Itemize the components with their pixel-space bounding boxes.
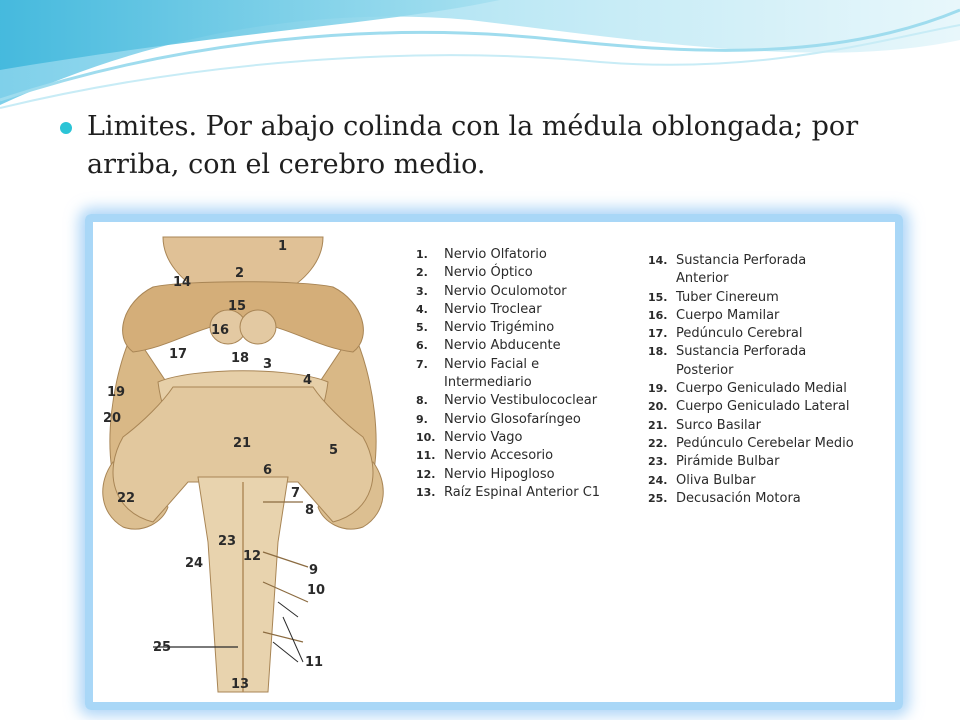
- legend-label: Cuerpo Mamilar: [676, 307, 780, 323]
- legend-number: 3.: [416, 284, 428, 298]
- legend-number: 5.: [416, 321, 428, 335]
- legend-item: [416, 246, 646, 264]
- legend-number: 16.: [648, 308, 668, 322]
- image-label: 23: [218, 534, 237, 549]
- legend-label: Cuerpo Geniculado Lateral: [676, 399, 850, 415]
- legend-item: [648, 307, 893, 325]
- legend-item: [416, 264, 646, 282]
- legend-label: Surco Basilar: [676, 417, 761, 433]
- legend-number: 18.: [648, 345, 668, 359]
- legend-number: 22.: [648, 436, 668, 450]
- legend-label: Nervio Glosofaríngeo: [444, 411, 581, 427]
- legend-number: 12.: [416, 467, 436, 481]
- legend-number: 20.: [648, 400, 668, 414]
- bullet-dot: [60, 122, 72, 134]
- image-label: 14: [173, 275, 192, 290]
- legend-item: [416, 301, 646, 319]
- legend-number: 15.: [648, 290, 668, 304]
- image-label: 20: [103, 411, 122, 426]
- header-wave-decoration: [0, 0, 960, 115]
- image-label: 22: [117, 491, 136, 506]
- legend-item: [648, 380, 893, 398]
- legend-label: Pirámide Bulbar: [676, 454, 780, 470]
- bullet-item: [60, 108, 920, 184]
- legend-label: Nervio Oculomotor: [444, 283, 567, 299]
- legend-number: 23.: [648, 455, 668, 469]
- legend-number: 21.: [648, 418, 668, 432]
- legend-item: [648, 417, 893, 435]
- legend-item: [648, 325, 893, 343]
- legend-label: Raíz Espinal Anterior C1: [444, 484, 601, 500]
- image-label: 19: [107, 385, 126, 400]
- legend-item: [648, 343, 893, 380]
- image-label: 17: [169, 347, 188, 362]
- image-label: 11: [305, 655, 324, 670]
- legend-label: Nervio Facial e Intermediario: [444, 356, 540, 391]
- image-label: 12: [243, 549, 262, 564]
- legend-number: 1.: [416, 248, 428, 261]
- legend-number: 6.: [416, 339, 428, 353]
- bullet-text: Limites. Por abajo colinda con la médula oblongada; por arriba, con el cerebro medio.: [87, 111, 859, 180]
- legend-label: Nervio Trigémino: [444, 320, 555, 336]
- legend-number: 4.: [416, 302, 428, 316]
- legend-label: Nervio Vago: [444, 429, 523, 445]
- legend-label: Nervio Vestibulococlear: [444, 393, 598, 409]
- legend-item: [648, 398, 893, 416]
- image-label: 1: [278, 239, 288, 254]
- legend-label: Pedúnculo Cerebral: [676, 326, 803, 342]
- legend-number: 17.: [648, 327, 668, 341]
- image-label: 13: [231, 677, 250, 692]
- legend-label: Tuber Cinereum: [676, 289, 779, 305]
- legend-label: Nervio Abducente: [444, 338, 561, 354]
- legend-item: [416, 337, 646, 355]
- image-label: 2: [235, 266, 245, 281]
- image-label: 8: [305, 503, 315, 518]
- legend-number: 14.: [648, 254, 668, 267]
- legend-label: Nervio Troclear: [444, 301, 542, 317]
- legend-number: 24.: [648, 473, 668, 487]
- legend-item: [648, 252, 893, 289]
- brainstem-figure: [85, 214, 903, 710]
- legend-item: [416, 319, 646, 337]
- legend-label: Oliva Bulbar: [676, 472, 756, 488]
- legend-label: Decusación Motora: [676, 490, 801, 506]
- figure-canvas: [93, 222, 895, 702]
- legend-item: [648, 289, 893, 307]
- legend-label: Sustancia Perforada Posterior: [676, 344, 807, 378]
- legend-number: 2.: [416, 266, 428, 280]
- image-label: 18: [231, 351, 250, 366]
- legend-label: Nervio Óptico: [444, 265, 533, 281]
- legend-item: [416, 447, 646, 465]
- image-label: 7: [291, 486, 301, 501]
- legend-number: 10.: [416, 430, 436, 444]
- image-label: 21: [233, 436, 252, 451]
- image-label: 10: [307, 583, 326, 598]
- legend-label: Sustancia Perforada Anterior: [676, 253, 807, 287]
- legend-item: [416, 429, 646, 447]
- legend-label: Pedúnculo Cerebelar Medio: [676, 435, 854, 451]
- legend-number: 25.: [648, 491, 668, 505]
- legend-number: 9.: [416, 412, 428, 426]
- legend-item: [416, 484, 646, 502]
- legend-item: [648, 490, 893, 508]
- legend-list-left: [416, 246, 646, 502]
- legend-item: [416, 411, 646, 429]
- legend-item: [648, 453, 893, 471]
- legend-label: Nervio Hipogloso: [444, 466, 555, 482]
- image-label: 15: [228, 299, 247, 314]
- legend-list-right: [648, 252, 893, 508]
- legend-number: 7.: [416, 357, 428, 371]
- legend-label: Nervio Olfatorio: [444, 247, 547, 262]
- legend-number: 11.: [416, 449, 436, 463]
- legend-item: [416, 356, 646, 393]
- legend-item: [648, 472, 893, 490]
- legend-number: 8.: [416, 394, 428, 408]
- image-label: 25: [153, 640, 172, 655]
- legend-item: [416, 283, 646, 301]
- legend-label: Nervio Accesorio: [444, 448, 554, 464]
- image-label: 4: [303, 373, 313, 388]
- image-label: 16: [211, 323, 230, 338]
- legend-item: [416, 466, 646, 484]
- legend-item: [416, 392, 646, 410]
- image-label: 6: [263, 463, 273, 478]
- image-label: 3: [263, 357, 273, 372]
- image-label: 9: [309, 563, 319, 578]
- image-label: 24: [185, 556, 204, 571]
- legend-number: 13.: [416, 485, 436, 499]
- legend-label: Cuerpo Geniculado Medial: [676, 381, 847, 397]
- brainstem-illustration: [93, 222, 393, 702]
- image-label: 5: [329, 443, 339, 458]
- legend-item: [648, 435, 893, 453]
- legend-number: 19.: [648, 382, 668, 396]
